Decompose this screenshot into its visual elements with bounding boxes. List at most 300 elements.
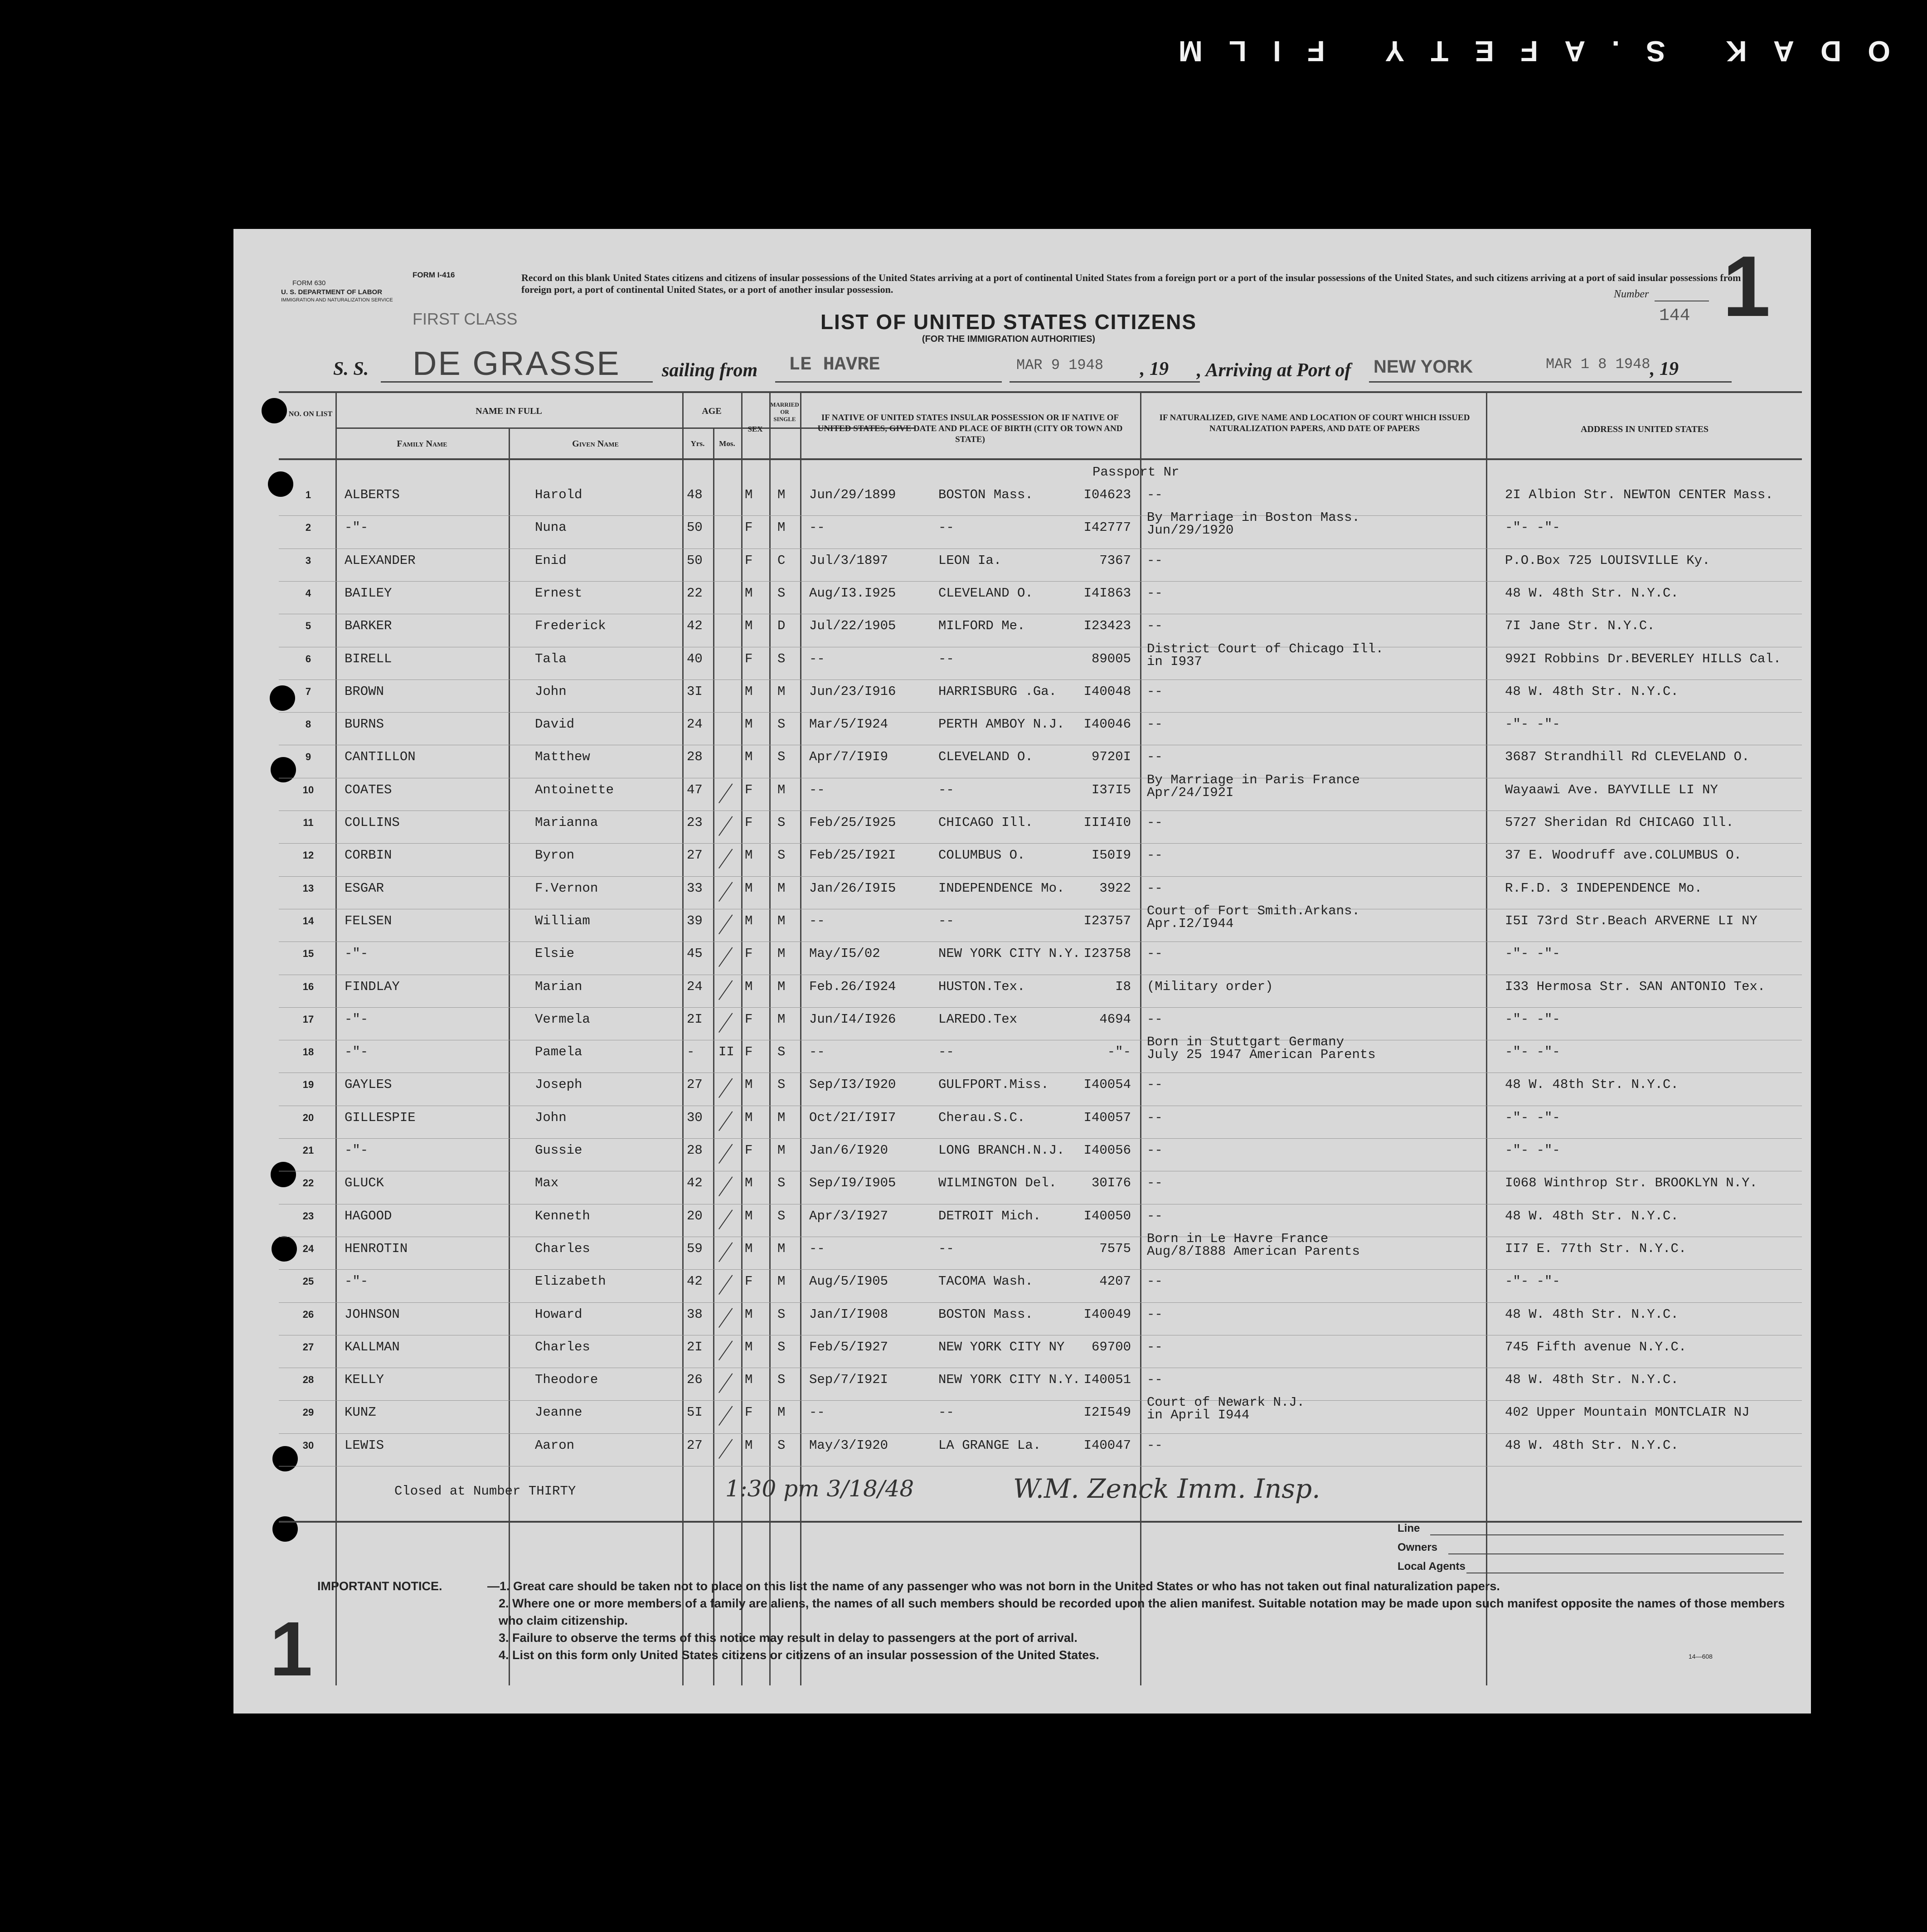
cell-place: LEON Ia. — [938, 553, 1002, 568]
page-subtitle: (FOR THE IMMIGRATION AUTHORITIES) — [922, 334, 1096, 344]
cell-addr: P.O.Box 725 LOUISVILLE Ky. — [1505, 553, 1710, 568]
cell-place: HUSTON.Tex. — [938, 979, 1025, 994]
cell-yrs: 2I — [687, 1339, 703, 1354]
sheet-number: 1 — [1723, 238, 1771, 335]
cell-yrs: 47 — [687, 782, 703, 797]
cell-yrs: 28 — [687, 1143, 703, 1158]
cell-family: -"- — [345, 1274, 369, 1289]
cell-yrs: 5I — [687, 1405, 703, 1420]
ship-name: DE GRASSE — [413, 345, 621, 382]
cell-n: 22 — [302, 1177, 314, 1189]
tick-mark — [718, 1111, 733, 1131]
cell-yrs: 45 — [687, 946, 703, 961]
cell-place: LONG BRANCH.N.J. — [938, 1143, 1065, 1158]
header-age: AGE — [702, 406, 722, 416]
cell-addr: 48 W. 48th Str. N.Y.C. — [1505, 1437, 1679, 1453]
cell-family: HENROTIN — [345, 1241, 408, 1256]
cell-pass: 4207 — [1099, 1274, 1131, 1289]
cell-place: CLEVELAND O. — [938, 585, 1033, 601]
cell-family: GAYLES — [345, 1077, 392, 1092]
cell-pass: I40047 — [1083, 1437, 1131, 1453]
sail-date: MAR 9 1948 — [1016, 357, 1104, 374]
cell-nat1: -- — [1147, 880, 1163, 896]
cell-place: -- — [938, 520, 954, 535]
cell-addr: -"- -"- — [1505, 520, 1560, 535]
cell-yrs: 42 — [687, 1274, 703, 1289]
col-line — [682, 391, 684, 1685]
cell-addr: -"- -"- — [1505, 1044, 1560, 1060]
cell-yrs: - — [687, 1044, 695, 1060]
line-label: Line — [1398, 1522, 1420, 1534]
cell-sex: M — [745, 880, 753, 896]
from-port: LE HAVRE — [789, 354, 880, 375]
cell-yrs: 50 — [687, 553, 703, 568]
cell-nat1: -- — [1147, 1339, 1163, 1354]
cell-given: Nuna — [535, 520, 567, 535]
cell-sex: F — [745, 946, 753, 961]
cell-addr: 48 W. 48th Str. N.Y.C. — [1505, 1306, 1679, 1322]
cell-family: HAGOOD — [345, 1208, 392, 1223]
cell-ms: S — [777, 1208, 786, 1223]
cell-yrs: 28 — [687, 749, 703, 765]
cell-sex: M — [745, 1175, 753, 1191]
tick-mark — [718, 882, 733, 902]
cell-family: BURNS — [345, 717, 384, 732]
cell-ms: M — [777, 782, 786, 797]
cell-date: Feb/25/I925 — [809, 815, 896, 830]
cell-nat2: in April I944 — [1147, 1408, 1250, 1423]
cell-ms: M — [777, 913, 786, 928]
cell-date: Jan/I/I908 — [809, 1306, 888, 1322]
cell-place: CLEVELAND O. — [938, 749, 1033, 765]
cell-sex: F — [745, 782, 753, 797]
tick-mark — [718, 1078, 733, 1098]
cell-nat1: -- — [1147, 553, 1163, 568]
sailing-label: sailing from — [662, 360, 758, 381]
cell-date: May/I5/02 — [809, 946, 880, 961]
cell-nat1: Court of Newark N.J. — [1147, 1395, 1305, 1410]
cell-yrs: 27 — [687, 848, 703, 863]
cell-pass: I50I9 — [1091, 848, 1131, 863]
header-sex: SEX — [748, 425, 763, 433]
cell-ms: S — [777, 1306, 786, 1322]
row-rule — [279, 1269, 1802, 1270]
cell-yrs: 26 — [687, 1372, 703, 1388]
cell-addr: -"- -"- — [1505, 1143, 1560, 1158]
cell-given: Tala — [535, 651, 567, 666]
cell-place: DETROIT Mich. — [938, 1208, 1041, 1223]
header-no: NO. ON LIST — [288, 410, 333, 418]
cell-family: FELSEN — [345, 913, 392, 928]
cell-addr: -"- -"- — [1505, 946, 1560, 961]
service: IMMIGRATION AND NATURALIZATION SERVICE — [281, 297, 393, 303]
cell-sex: F — [745, 520, 753, 535]
tick-mark — [718, 1144, 733, 1164]
arrival-date: MAR 1 8 1948 — [1546, 356, 1650, 373]
tick-mark — [718, 1308, 733, 1328]
cell-given: Howard — [535, 1306, 582, 1322]
ship-underline — [381, 381, 653, 383]
cell-addr: 2I Albion Str. NEWTON CENTER Mass. — [1505, 487, 1773, 502]
cell-sex: F — [745, 553, 753, 568]
row-rule — [279, 843, 1802, 844]
record-instructions: Record on this blank United States citizens and citizens of insular possessions of the United States arriving at a port of continental United States from a foreign port or a port of the insular possessions of the United States, and such citizens arriving at a port of said insular possessions from a foreign port, a port of continental United States, or a port of another insular possession. — [521, 272, 1748, 295]
cell-pass: I40048 — [1083, 684, 1131, 699]
cell-n: 24 — [302, 1243, 314, 1254]
cell-given: Byron — [535, 848, 575, 863]
cell-nat1: -- — [1147, 1175, 1163, 1191]
tick-mark — [718, 816, 733, 836]
cell-place: NEW YORK CITY N.Y. — [938, 1372, 1081, 1388]
cell-family: COATES — [345, 782, 392, 797]
cell-nat1: District Court of Chicago Ill. — [1147, 641, 1384, 656]
cell-addr: 48 W. 48th Str. N.Y.C. — [1505, 585, 1679, 601]
cell-pass: I40046 — [1083, 717, 1131, 732]
cell-family: BARKER — [345, 618, 392, 634]
film-edge-print: ODAK S.AFETY FILM — [1152, 35, 1890, 68]
cell-sex: F — [745, 1011, 753, 1027]
cell-n: 21 — [302, 1145, 314, 1156]
cell-addr: 992I Robbins Dr.BEVERLEY HILLS Cal. — [1505, 651, 1781, 666]
cell-given: Marianna — [535, 815, 598, 830]
cell-family: -"- — [345, 1044, 369, 1060]
row-rule — [279, 1302, 1802, 1303]
cell-place: WILMINGTON Del. — [938, 1175, 1057, 1191]
owners-label: Owners — [1398, 1541, 1438, 1553]
cell-pass: 4694 — [1099, 1011, 1131, 1027]
cell-addr: 48 W. 48th Str. N.Y.C. — [1505, 1077, 1679, 1092]
cell-family: LEWIS — [345, 1437, 384, 1453]
cell-ms: S — [777, 717, 786, 732]
cell-family: KUNZ — [345, 1405, 376, 1420]
header-bottom — [279, 458, 1802, 460]
class-stamp: FIRST CLASS — [413, 310, 518, 328]
cell-nat1: -- — [1147, 487, 1163, 502]
cell-pass: I04623 — [1083, 487, 1131, 502]
cell-n: 12 — [302, 849, 314, 861]
cell-pass: 7575 — [1099, 1241, 1131, 1256]
cell-family: JOHNSON — [345, 1306, 400, 1322]
cell-yrs: 50 — [687, 520, 703, 535]
cell-family: ALBERTS — [345, 487, 400, 502]
cell-ms: S — [777, 1175, 786, 1191]
ss-label: S. S. — [333, 359, 369, 379]
cell-family: -"- — [345, 946, 369, 961]
cell-sex: M — [745, 618, 753, 634]
cell-addr: R.F.D. 3 INDEPENDENCE Mo. — [1505, 880, 1703, 896]
cell-ms: C — [777, 553, 786, 568]
cell-nat2: Apr/24/I92I — [1147, 785, 1234, 800]
cell-addr: 745 Fifth avenue N.Y.C. — [1505, 1339, 1687, 1354]
cell-pass: I42777 — [1083, 520, 1131, 535]
cell-nat2: July 25 1947 American Parents — [1147, 1047, 1376, 1063]
tick-mark — [718, 1242, 733, 1262]
cell-place: LA GRANGE La. — [938, 1437, 1041, 1453]
cell-nat1: -- — [1147, 1437, 1163, 1453]
cell-pass: I37I5 — [1091, 782, 1131, 797]
cell-nat1: -- — [1147, 1306, 1163, 1322]
cell-pass: III4I0 — [1083, 815, 1131, 830]
cell-family: -"- — [345, 1143, 369, 1158]
cell-given: Charles — [535, 1241, 590, 1256]
cell-family: GILLESPIE — [345, 1110, 416, 1125]
cell-family: ESGAR — [345, 880, 384, 896]
closing-note: Closed at Number THIRTY — [394, 1484, 576, 1499]
year-mark-2: , 19 — [1650, 359, 1679, 379]
cell-place: INDEPENDENCE Mo. — [938, 880, 1065, 896]
cell-date: -- — [809, 520, 825, 535]
passport-header: Passport Nr — [1092, 465, 1179, 480]
department: U. S. DEPARTMENT OF LABOR — [281, 288, 383, 296]
cell-date: -- — [809, 651, 825, 666]
cell-given: Joseph — [535, 1077, 582, 1092]
tick-mark — [718, 783, 733, 803]
cell-sex: F — [745, 1405, 753, 1420]
row-rule — [279, 712, 1802, 713]
cell-given: Matthew — [535, 749, 590, 765]
cell-pass: I23758 — [1083, 946, 1131, 961]
header-native: IF NATIVE OF UNITED STATES INSULAR POSSESSION OR IF NATIVE OF UNITED STATES, GIVE DATE AND PLACE OF BIRTH (CITY OR TOWN AND STATE) — [817, 413, 1123, 444]
cell-given: Charles — [535, 1339, 590, 1354]
cell-family: ALEXANDER — [345, 553, 416, 568]
cell-pass: 89005 — [1091, 651, 1131, 666]
cell-date: Jun/29/1899 — [809, 487, 896, 502]
row-rule — [279, 1433, 1802, 1434]
cell-n: 20 — [302, 1112, 314, 1123]
cell-date: Mar/5/I924 — [809, 717, 888, 732]
notice-3: 3. Failure to observe the terms of this notice may result in delay to passengers at the port of arrival. — [499, 1631, 1078, 1645]
header-mos: Mos. — [719, 439, 735, 448]
cell-place: LAREDO.Tex — [938, 1011, 1018, 1027]
cell-sex: M — [745, 1077, 753, 1092]
cell-sex: M — [745, 684, 753, 699]
cell-given: John — [535, 1110, 567, 1125]
cell-ms: S — [777, 1339, 786, 1354]
col-line — [713, 427, 714, 1685]
cell-n: 9 — [305, 751, 311, 763]
cell-date: Jun/23/I916 — [809, 684, 896, 699]
row-rule — [279, 1138, 1802, 1139]
cell-family: GLUCK — [345, 1175, 384, 1191]
cell-ms: M — [777, 487, 786, 502]
cell-ms: M — [777, 1241, 786, 1256]
cell-n: 25 — [302, 1276, 314, 1287]
cell-pass: 30I76 — [1091, 1175, 1131, 1191]
cell-n: 29 — [302, 1407, 314, 1418]
cell-pass: -"- — [1107, 1044, 1131, 1060]
cell-place: -- — [938, 1405, 954, 1420]
cell-nat1: -- — [1147, 1372, 1163, 1388]
cell-family: BIRELL — [345, 651, 392, 666]
cell-n: 4 — [305, 587, 311, 599]
cell-nat2: Apr.I2/I944 — [1147, 916, 1234, 931]
cell-sex: M — [745, 1110, 753, 1125]
header-married: MARRIED OR SINGLE — [770, 401, 799, 422]
tick-mark — [718, 1209, 733, 1229]
col-line — [335, 391, 337, 1685]
punch-hole — [270, 685, 295, 711]
cell-date: Aug/I3.I925 — [809, 585, 896, 601]
punch-hole — [272, 1516, 298, 1542]
cell-place: TACOMA Wash. — [938, 1274, 1033, 1289]
cell-ms: M — [777, 1110, 786, 1125]
cell-n: 19 — [302, 1079, 314, 1091]
cell-date: -- — [809, 782, 825, 797]
cell-sex: M — [745, 1306, 753, 1322]
cell-nat1: -- — [1147, 1110, 1163, 1125]
cell-date: -- — [809, 1241, 825, 1256]
cell-n: 16 — [302, 981, 314, 992]
cell-given: Frederick — [535, 618, 606, 634]
cell-family: CORBIN — [345, 848, 392, 863]
cell-addr: 37 E. Woodruff ave.COLUMBUS O. — [1505, 848, 1742, 863]
cell-addr: -"- -"- — [1505, 1011, 1560, 1027]
cell-pass: 69700 — [1091, 1339, 1131, 1354]
number-label: Number — [1614, 288, 1649, 300]
tick-mark — [718, 947, 733, 967]
cell-addr: -"- -"- — [1505, 717, 1560, 732]
tick-mark — [718, 1373, 733, 1393]
cell-ms: M — [777, 1274, 786, 1289]
cell-pass: I40057 — [1083, 1110, 1131, 1125]
cell-date: Oct/2I/I9I7 — [809, 1110, 896, 1125]
tick-mark — [718, 1013, 733, 1033]
line-rule — [1430, 1534, 1784, 1535]
tick-mark — [718, 980, 733, 1000]
cell-nat1: Born in Le Havre France — [1147, 1231, 1329, 1246]
col-line — [1486, 391, 1487, 1685]
row-rule — [279, 581, 1802, 582]
cell-given: Aaron — [535, 1437, 575, 1453]
cell-ms: M — [777, 946, 786, 961]
tick-mark — [718, 1340, 733, 1360]
cell-date: -- — [809, 1044, 825, 1060]
cell-yrs: 23 — [687, 815, 703, 830]
cell-place: -- — [938, 651, 954, 666]
cell-family: COLLINS — [345, 815, 400, 830]
cell-given: Kenneth — [535, 1208, 590, 1223]
cell-sex: M — [745, 1437, 753, 1453]
cell-n: 27 — [302, 1341, 314, 1353]
cell-addr: 3687 Strandhill Rd CLEVELAND O. — [1505, 749, 1750, 765]
cell-addr: II7 E. 77th Str. N.Y.C. — [1505, 1241, 1687, 1256]
cell-n: 30 — [302, 1439, 314, 1451]
cell-sex: M — [745, 848, 753, 863]
cell-place: -- — [938, 1241, 954, 1256]
cell-nat1: -- — [1147, 946, 1163, 961]
cell-date: Jan/6/I920 — [809, 1143, 888, 1158]
cell-addr: 48 W. 48th Str. N.Y.C. — [1505, 1208, 1679, 1223]
cell-date: Aug/5/I905 — [809, 1274, 888, 1289]
cell-mos: II — [718, 1044, 734, 1060]
cell-sex: F — [745, 1143, 753, 1158]
cell-given: Gussie — [535, 1143, 582, 1158]
cell-place: NEW YORK CITY NY — [938, 1339, 1065, 1354]
cell-pass: I40049 — [1083, 1306, 1131, 1322]
row-rule — [279, 1400, 1802, 1401]
cell-ms: S — [777, 1437, 786, 1453]
cell-ms: M — [777, 979, 786, 994]
cell-nat1: -- — [1147, 585, 1163, 601]
cell-pass: I23423 — [1083, 618, 1131, 634]
cell-pass: I40051 — [1083, 1372, 1131, 1388]
cell-sex: M — [745, 1372, 753, 1388]
cell-sex: M — [745, 913, 753, 928]
cell-date: May/3/I920 — [809, 1437, 888, 1453]
cell-yrs: 40 — [687, 651, 703, 666]
cell-addr: 48 W. 48th Str. N.Y.C. — [1505, 684, 1679, 699]
cell-sex: F — [745, 815, 753, 830]
tick-mark — [718, 1275, 733, 1295]
cell-place: CHICAGO Ill. — [938, 815, 1033, 830]
cell-nat1: -- — [1147, 1011, 1163, 1027]
cell-date: Feb/25/I92I — [809, 848, 896, 863]
cell-ms: M — [777, 880, 786, 896]
cell-date: -- — [809, 913, 825, 928]
cell-n: 26 — [302, 1308, 314, 1320]
cell-place: BOSTON Mass. — [938, 487, 1033, 502]
cell-family: BAILEY — [345, 585, 392, 601]
cell-n: 8 — [305, 718, 311, 730]
tick-mark — [718, 849, 733, 869]
cell-addr: 5727 Sheridan Rd CHICAGO Ill. — [1505, 815, 1734, 830]
header-address: ADDRESS IN UNITED STATES — [1580, 424, 1709, 434]
cell-yrs: 24 — [687, 979, 703, 994]
cell-date: Jul/22/1905 — [809, 618, 896, 634]
cell-date: Feb/5/I927 — [809, 1339, 888, 1354]
cell-ms: M — [777, 1143, 786, 1158]
cell-family: FINDLAY — [345, 979, 400, 994]
row-rule — [279, 1007, 1802, 1008]
cell-date: Jun/I4/I926 — [809, 1011, 896, 1027]
number-value: 144 — [1659, 306, 1690, 325]
cell-yrs: 27 — [687, 1437, 703, 1453]
cell-yrs: 48 — [687, 487, 703, 502]
cell-ms: M — [777, 1405, 786, 1420]
cell-date: Apr/7/I9I9 — [809, 749, 888, 765]
cell-date: Apr/3/I927 — [809, 1208, 888, 1223]
cell-family: KELLY — [345, 1372, 384, 1388]
cell-yrs: 30 — [687, 1110, 703, 1125]
cell-yrs: 33 — [687, 880, 703, 896]
sheet-number-bottom: 1 — [270, 1606, 313, 1692]
cell-nat1: -- — [1147, 815, 1163, 830]
cell-addr: Wayaawi Ave. BAYVILLE LI NY — [1505, 782, 1718, 797]
tick-mark — [718, 1177, 733, 1197]
cell-addr: I5I 73rd Str.Beach ARVERNE LI NY — [1505, 913, 1757, 928]
closing-time: 1:30 pm 3/18/48 — [725, 1476, 914, 1502]
cell-n: 14 — [302, 915, 314, 927]
tick-mark — [718, 1439, 733, 1459]
print-code: 14—608 — [1689, 1653, 1713, 1660]
header-given: Given Name — [572, 439, 619, 449]
cell-family: KALLMAN — [345, 1339, 400, 1354]
cell-given: Enid — [535, 553, 567, 568]
cell-date: Sep/7/I92I — [809, 1372, 888, 1388]
manifest-sheet — [233, 229, 1811, 1714]
inspector-signature: W.M. Zenck Imm. Insp. — [1013, 1473, 1320, 1504]
cell-family: -"- — [345, 1011, 369, 1027]
tick-mark — [718, 1406, 733, 1426]
cell-nat1: -- — [1147, 717, 1163, 732]
cell-addr: 48 W. 48th Str. N.Y.C. — [1505, 1372, 1679, 1388]
cell-addr: 402 Upper Mountain MONTCLAIR NJ — [1505, 1405, 1750, 1420]
cell-ms: D — [777, 618, 786, 634]
form-code: FORM I-416 — [413, 271, 455, 279]
cell-given: Harold — [535, 487, 582, 502]
cell-nat1: -- — [1147, 1274, 1163, 1289]
cell-sex: M — [745, 487, 753, 502]
